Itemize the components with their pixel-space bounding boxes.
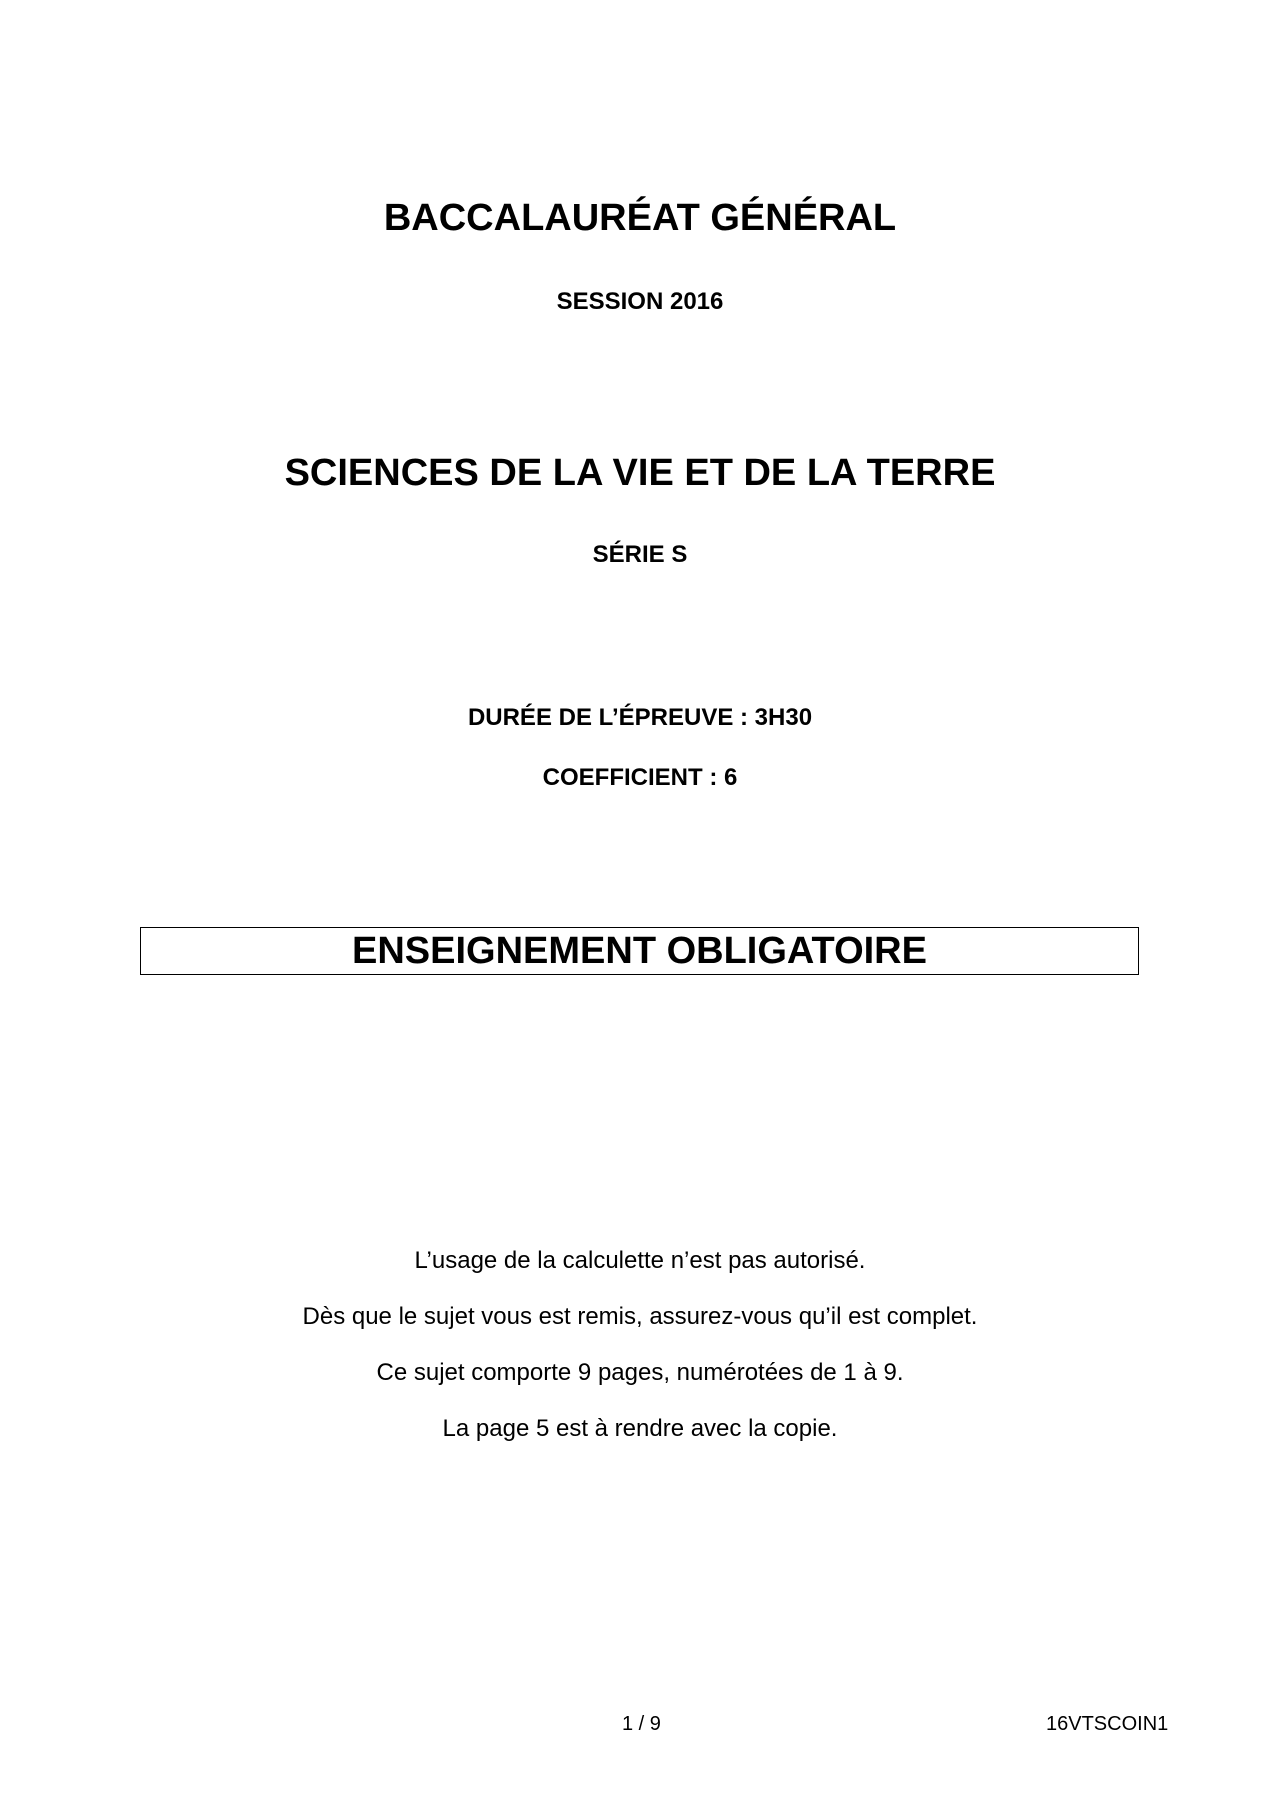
duration-label: DURÉE DE L’ÉPREUVE : 3H30 [467,704,813,731]
coefficient-label: COEFFICIENT : 6 [542,764,738,791]
series-label: SÉRIE S [592,541,688,568]
instruction-line: Dès que le sujet vous est remis, assurez-vous qu’il est complet. [302,1303,978,1330]
page-number: 1 / 9 [622,1713,661,1735]
subject-title: SCIENCES DE LA VIE ET DE LA TERRE [284,452,996,494]
session-label: SESSION 2016 [556,288,724,315]
exam-title: BACCALAURÉAT GÉNÉRAL [383,197,897,239]
section-box [140,927,1139,975]
section-label: ENSEIGNEMENT OBLIGATOIRE [352,930,927,972]
instruction-line: L’usage de la calculette n’est pas autorisé. [414,1247,866,1274]
instruction-line: Ce sujet comporte 9 pages, numérotées de 1 à 9. [376,1359,904,1386]
document-code: 16VTSCOIN1 [1046,1713,1169,1735]
instruction-line: La page 5 est à rendre avec la copie. [442,1415,838,1442]
